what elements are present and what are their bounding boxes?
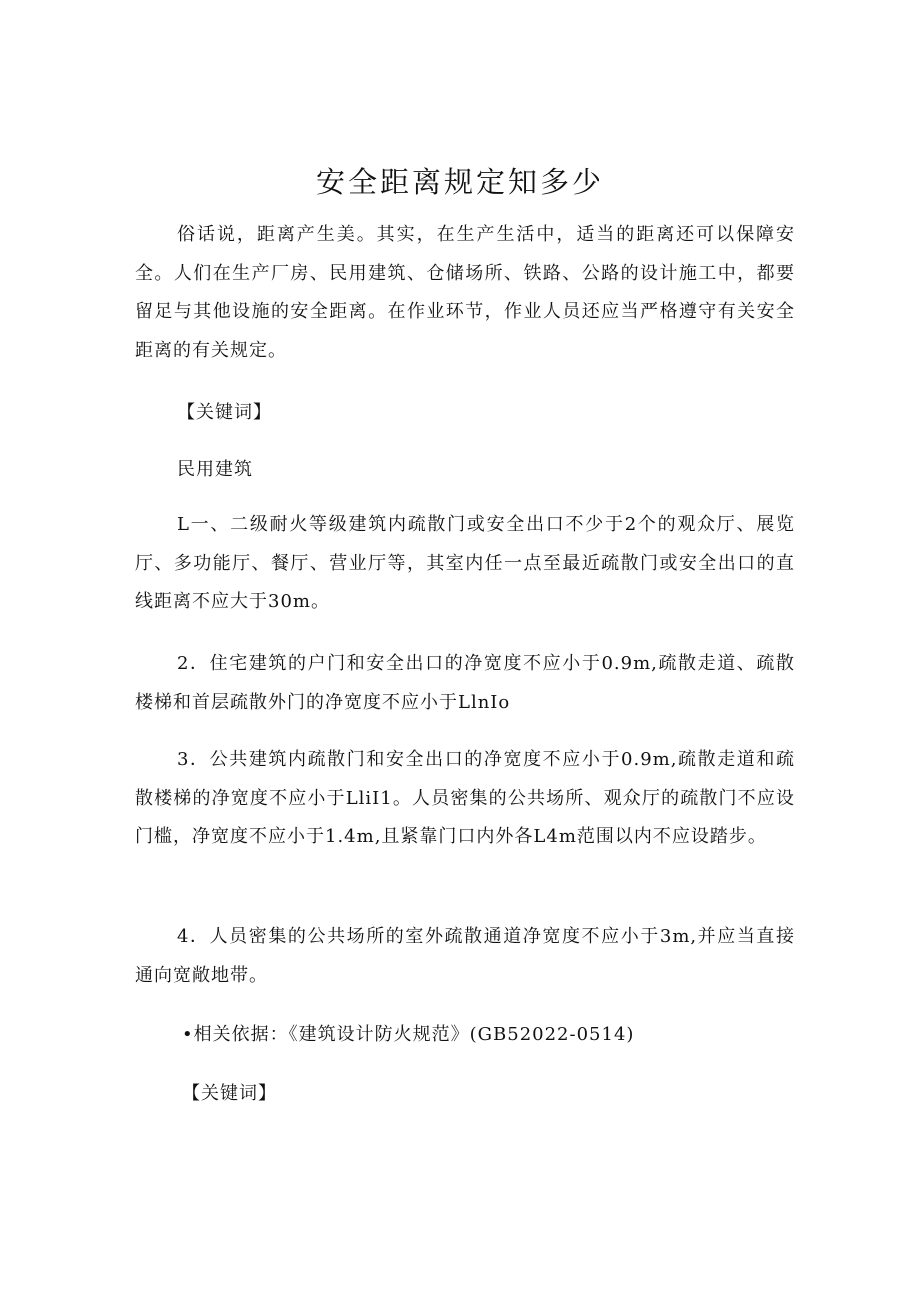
intro-paragraph: 俗话说，距离产生美。其实，在生产生活中，适当的距离还可以保障安全。人们在生产厂房、民用建筑、仓储场所、铁路、公路的设计施工中，都要留足与其他设施的安全距离。在作业环节，作业人员还应当严格遵守有关安全距离的有关规定。 [135, 224, 795, 361]
keyword-heading-2: 【关键词】 [182, 1083, 277, 1104]
rule-item-1: L一、二级耐火等级建筑内疏散门或安全出口不少于2个的观众厅、展览厅、多功能厅、餐厅、营业厅等，其室内任一点至最近疏散门或安全出口的直线距离不应大于30m。 [135, 514, 795, 612]
rule-item-4: 4．人员密集的公共场所的室外疏散通道净宽度不应小于3m,并应当直接通向宽敞地带。 [135, 926, 795, 986]
rule-item-3: 3．公共建筑内疏散门和安全出口的净宽度不应小于0.9m,疏散走道和疏散楼梯的净宽度不应小于LliI1。人员密集的公共场所、观众厅的疏散门不应设门槛，净宽度不应小于1.4m,且紧靠门口内外各L4m范围以内不应设踏步。 [135, 749, 795, 847]
keyword-heading: 【关键词】 [177, 402, 272, 423]
rule-item-2: 2．住宅建筑的户门和安全出口的净宽度不应小于0.9m,疏散走道、疏散楼梯和首层疏散外门的净宽度不应小于LlnIo [135, 653, 795, 713]
document-title: 安全距离规定知多少 [315, 165, 604, 199]
reference-basis: •相关依据：《建筑设计防火规范》(GB52022-0514) [182, 1024, 635, 1045]
keyword-text: 民用建筑 [177, 459, 253, 480]
